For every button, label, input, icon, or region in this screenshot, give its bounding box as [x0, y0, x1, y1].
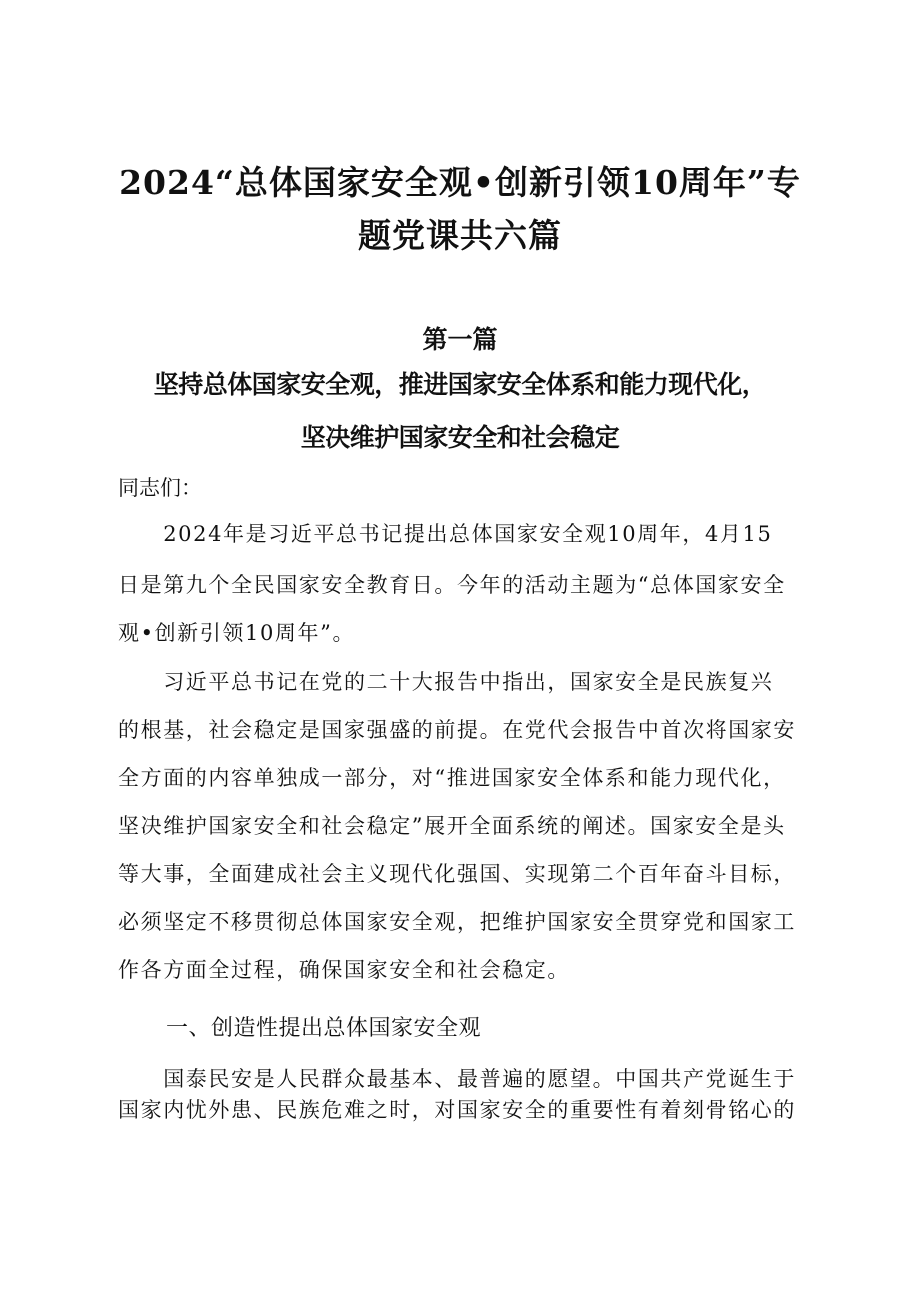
paragraph-2-line: 等大事，全面建成社会主义现代化强国、实现第二个百年奋斗目标， [118, 862, 796, 886]
paragraph-2-line: 必须坚定不移贯彻总体国家安全观，把维护国家安全贯穿党和国家工 [118, 910, 796, 934]
paragraph-2-line: 坚决维护国家安全和社会稳定”展开全面系统的阐述。国家安全是头 [118, 814, 786, 838]
paragraph-3-line: 国家内忧外患、民族危难之时，对国家安全的重要性有着刻骨铭心的 [118, 1098, 796, 1122]
paragraph-2-line: 的根基，社会稳定是国家强盛的前提。在党代会报告中首次将国家安 [118, 718, 796, 742]
section-heading-1: 一、创造性提出总体国家安全观 [166, 1016, 482, 1041]
part-label: 第一篇 [422, 325, 498, 354]
paragraph-1-line: 观•创新引领10周年”。 [118, 621, 356, 645]
part-title-line-2: 坚决维护国家安全和社会稳定 [300, 423, 620, 452]
part-title-line-1: 坚持总体国家安全观，推进国家安全体系和能力现代化， [153, 370, 767, 399]
document-title-line-2: 题党课共六篇 [358, 216, 562, 255]
paragraph-1-line: 日是第九个全民国家安全教育日。今年的活动主题为“总体国家安全 [118, 573, 786, 597]
salutation: 同志们： [118, 476, 202, 500]
paragraph-1-line: 2024年是习近平总书记提出总体国家安全观10周年，4月15 [118, 522, 773, 546]
paragraph-3-line: 国泰民安是人民群众最基本、最普遍的愿望。中国共产党诞生于 [118, 1067, 796, 1091]
document-title-line-1: 2024“总体国家安全观•创新引领10周年”专 [119, 163, 801, 202]
paragraph-2-line: 全方面的内容单独成一部分，对“推进国家安全体系和能力现代化， [118, 766, 786, 790]
paragraph-2-line: 习近平总书记在党的二十大报告中指出，国家安全是民族复兴 [118, 670, 774, 694]
paragraph-2-line: 作各方面全过程，确保国家安全和社会稳定。 [118, 958, 570, 982]
